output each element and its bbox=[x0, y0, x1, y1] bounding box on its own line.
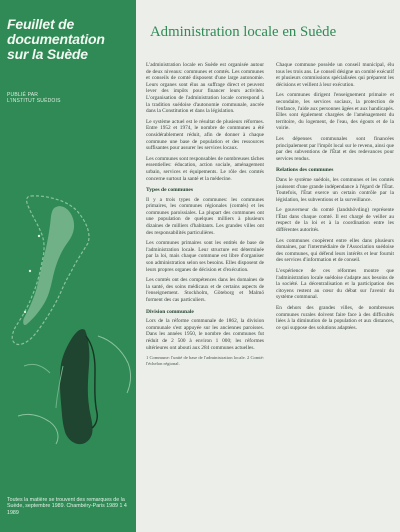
section-heading: Division communale bbox=[146, 308, 194, 315]
paragraph: Chaque commune possède un conseil municipal, élu tous les trois ans. Le conseil désigne un comité exécutif et plusieurs commissions spécialisées qui préparent les décisions et veillent à leur exécution. bbox=[276, 62, 394, 88]
paragraph: Les communes dirigent l'enseignement primaire et secondaire, les services sociaux, la protection de l'enfance, l'aide aux personnes âgées et aux handicapés. Elles sont également chargées de l'aménagement du territoire, du logement, de l'eau, des égouts et de la voirie. bbox=[276, 92, 394, 132]
publication-title-line: documentation bbox=[7, 31, 105, 47]
section-heading: Types de communes bbox=[146, 187, 193, 194]
right-column bbox=[276, 62, 394, 528]
sidebar-panel bbox=[0, 0, 136, 532]
paragraph: Il y a trois types de communes: les communes primaires, les communes régionales (comtés) et les communes paroissiales. La plupart des communes ont une population de quelques milliers à plusieurs dizaines de milliers d'habitants. Les grandes villes ont des responsabilités particulières. bbox=[146, 196, 264, 236]
sweden-map-graphic bbox=[0, 170, 136, 470]
article-columns bbox=[146, 62, 394, 532]
paragraph: Dans le système suédois, les communes et les comtés jouissent d'une grande indépendance à l'égard de l'État. Toutefois, l'État exerce un certain contrôle par la législation, les subventions et la surveillance. bbox=[276, 176, 394, 203]
paragraph: Le gouverneur du comté (landshövding) représente l'État dans chaque comté. Il est chargé de veiller au respect de la loi et à la coordination entre les différentes autorités. bbox=[276, 207, 394, 234]
article-title: Administration locale en Suède bbox=[150, 24, 337, 40]
paragraph: Les dépenses communales sont financées principalement par l'impôt local sur le revenu, ainsi que par des subventions de l'État et des redevances pour services rendus. bbox=[276, 135, 394, 162]
publisher-line: L'INSTITUT SUÉDOIS bbox=[7, 98, 61, 104]
paragraph: Les communes sont responsables de nombreuses tâches essentielles: éducation, action sociale, aménagement urbain, services et équipements. Le rôle des comtés concerne surtout la santé et la médecine. bbox=[146, 155, 264, 182]
paragraph: Le système actuel est le résultat de plusieurs réformes. Entre 1952 et 1974, le nombre de communes a été considérablement réduit, afin de donner à chaque commune une base de population et des ressources suffisantes pour assurer les services locaux. bbox=[146, 118, 264, 152]
publication-title-line: sur la Suède bbox=[7, 46, 88, 62]
paragraph: L'administration locale en Suède est organisée autour de deux niveaux: communes et comtés. Les communes et conseils de comté disposent d'une large autonomie. Leurs organes sont élus au suffrage direct et peuvent lever des impôts pour financer leurs activités. L'organisation de l'administration locale correspond à la tradition suédoise d'autonomie communale, ancrée dans la Constitution et dans la législation. bbox=[146, 62, 264, 115]
footer-note: Toutes la matière se trouvent des remarques de la Suède, septembre 1989. Chambéry-Paris 1989 1 4 1989 bbox=[7, 497, 127, 516]
paragraph: Les comtés ont des compétences dans les domaines de la santé, des soins médicaux et de certains aspects de l'enseignement. Stockholm, Göteborg et Malmö forment des cas particuliers. bbox=[146, 277, 264, 303]
footnote: 1 Commune: l'unité de base de l'administration locale. 2 Comté: l'échelon régional. bbox=[146, 355, 264, 366]
left-column bbox=[146, 62, 264, 528]
paragraph: Lors de la réforme communale de 1862, la division communale s'est appuyée sur les anciennes paroisses. Dans les années 1950, le nombre des communes fut réduit de 2 500 à environ 1 000; les réformes ultérieures ont abouti aux 284 communes actuelles. bbox=[146, 318, 264, 351]
paragraph: Les communes primaires sont les entités de base de l'administration locale. Leur structure est déterminée par la loi, mais chaque commune est libre d'organiser son administration selon ses besoins. Elles disposent de leurs propres organes de décision et d'exécution. bbox=[146, 240, 264, 273]
paragraph: L'expérience de ces réformes montre que l'administration locale suédoise s'adapte aux besoins de la société. La décentralisation et la participation des citoyens restent au cœur du débat sur l'avenir du système communal. bbox=[276, 268, 394, 301]
sweden-map bbox=[0, 170, 136, 470]
paragraph: En dehors des grandes villes, de nombreuses communes rurales doivent faire face à des difficultés liées à la diminution de la population et aux distances, ce qui suppose des solutions adaptées. bbox=[276, 305, 394, 331]
publication-title bbox=[7, 17, 131, 62]
publisher-line: PUBLIÉ PAR bbox=[7, 92, 39, 98]
publisher-block bbox=[7, 92, 61, 104]
section-heading: Relations des communes bbox=[276, 167, 334, 174]
publication-title-line: Feuillet de bbox=[7, 16, 75, 32]
paragraph: Les communes coopèrent entre elles dans plusieurs domaines, par l'intermédiaire de l'Association suédoise des communes, qui défend leurs intérêts et leur fournit des services d'information et de conseil. bbox=[276, 237, 394, 264]
